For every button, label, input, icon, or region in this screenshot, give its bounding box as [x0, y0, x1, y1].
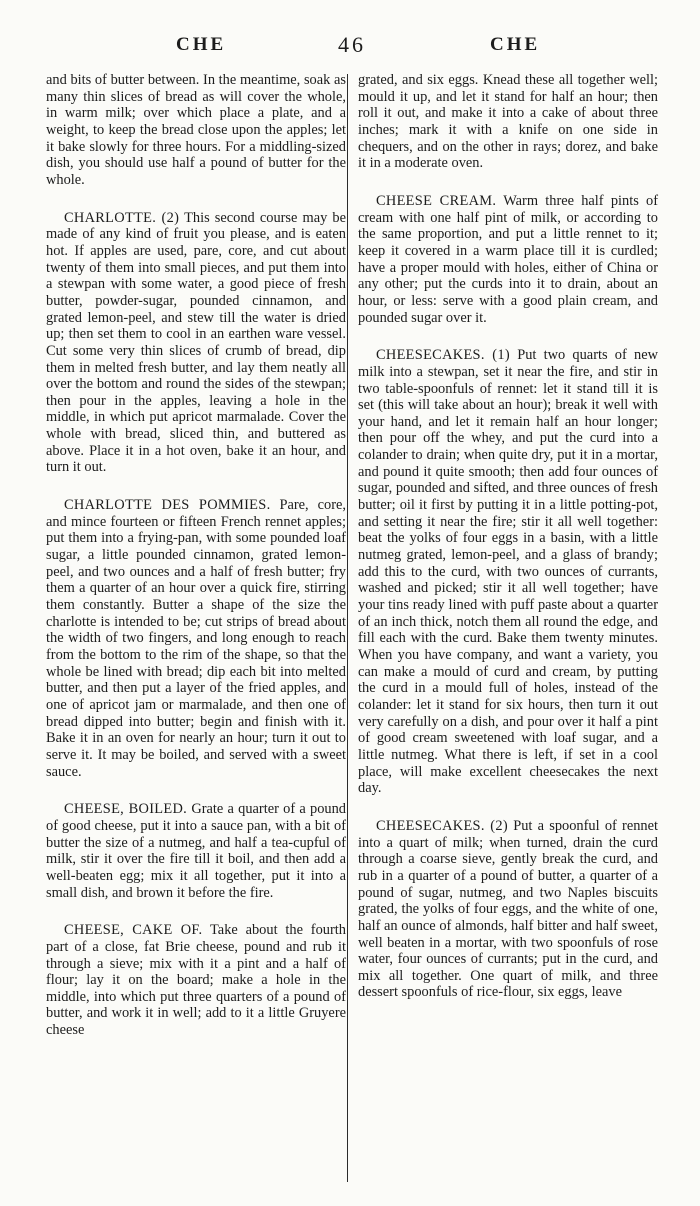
entry-body: Put two quarts of new milk into a stewpan, set it near the fire, and stir in two table-spoonfuls of rennet: let it stand till it is set (this will take about an hour); break it well with your hand, and let it remain half an hour longer; then pour off the whey, and put the curd into a colander to drain; when quite dry, put it in a mortar, and pound it quite smooth; then add four ounces of sugar, pounded and sifted, and three ounces of fresh butter; oil it first by putting it in a little potting-pot, and setting it near the fire; stir it all well together: beat the yolks of four eggs in a basin, with a little nutmeg grated, lemon-peel, and a glass of brandy; add this to the curd, with two ounces of currants, washed and picked; stir it all well together; have your tins ready lined with puff paste about a quarter of an inch thick, notch them all round the edge, and fill each with the curd. Bake them twenty minutes. When you have company, and want a variety, you can make a mould of curd and cream, by putting the curd in a mould full of holes, instead of the colander: let it stand for six hours, then turn it out very carefully on a dish, and pour over it half a pint of good cream sweetened with loaf sugar, and a little nutmeg. What there is left, if set in a cool place, will make excellent cheesecakes the next day. [358, 347, 658, 797]
entry-title: CHARLOTTE DES POMMIES. [64, 497, 271, 514]
entry-body: Take about the fourth part of a close, fat Brie cheese, pound and rub it through a sieve; mix with it a pint and a half of flour; lay it on the board; make a hole in the middle, into which put three quarters of a pound of butter, and work it in well; add to it a little Gruyere cheese [46, 922, 346, 1039]
recipe-entry [46, 210, 346, 477]
entry-body: Warm three half pints of cream with one half pint of milk, or according to the same proportion, and put a little rennet to it; keep it covered in a warm place till it is curdled; have a proper mould with holes, either of China or any other; put the curds into it to drain, about an hour, or less: serve with a good plain cream, and pounded sugar over it. [358, 192, 659, 326]
entry-title: CHEESECAKES. (1) [376, 347, 510, 364]
recipe-entry [46, 801, 346, 901]
header-right: CHE [490, 34, 541, 55]
recipe-entry [358, 72, 658, 172]
entry-title: CHEESE, BOILED. [64, 801, 188, 818]
recipe-entry [358, 347, 658, 797]
entry-body: and bits of butter between. In the meantime, soak as many thin slices of bread as will cover the whole, in warm milk; over which place a plate, and a weight, to keep the bread close upon the apples; let it bake slowly for three hours. For a middling-sized dish, you should use half a pound of butter for the whole. [46, 72, 346, 188]
entry-body: grated, and six eggs. Knead these all together well; mould it up, and let it stand for half an hour; then roll it out, and make it into a cake of about three inches; mark it with a knife on one side in chequers, and on the other in rays; dorez, and bake it in a moderate oven. [358, 72, 658, 172]
entry-body: Put a spoonful of rennet into a quart of milk; when turned, drain the curd through a coarse sieve, gently break the curd, and rub in a quarter of a pound of butter, a quarter of a pound of sugar, nutmeg, and two Naples biscuits grated, the yolks of four eggs, and the white of one, half an ounce of almonds, half bitter and half sweet, well beaten in a mortar, with two spoonfuls of rose water, four ounces of currants; put in the curd, and mix all together. One quart of milk, and three dessert spoonfuls of rice-flour, six eggs, leave [358, 817, 658, 1001]
running-header [0, 34, 700, 64]
right-column [358, 72, 658, 1001]
entry-title: CHEESE, CAKE OF. [64, 922, 203, 939]
entry-title: CHEESECAKES. (2) [376, 817, 508, 834]
entry-body: Grate a quarter of a pound of good cheese, put it into a sauce pan, with a bit of butter the size of a nutmeg, and half a tea-cupful of milk, stir it over the fire till it boil, and then add a well-beaten egg; mix it all together, put it into a small dish, and brown it before the fire. [46, 801, 346, 901]
entry-body: Pare, core, and mince fourteen or fifteen French rennet apples; put them into a frying-pan, with some pounded loaf sugar, a little pounded cinnamon, grated lemon-peel, and two ounces and a half of fresh butter; fry them a quarter of an hour over a quick fire, stirring them constantly. Butter a shape of the size the charlotte is intended to be; cut strips of bread about the width of two fingers, and long enough to reach from the bottom to the rim of the shape, so that the whole be lined with bread; dip each bit into melted butter, and then put a layer of the fried apples, and one of apricot jam or marmalade, and then one of bread dipped into butter; begin and finish with it. Bake it in an oven for nearly an hour; turn it out to serve it. It may be boiled, and served with a sweet sauce. [46, 497, 346, 780]
recipe-entry [46, 72, 346, 189]
entry-title: CHARLOTTE. (2) [64, 209, 180, 226]
page-number: 46 [338, 32, 366, 57]
entry-title: CHEESE CREAM. [376, 192, 497, 209]
left-column [46, 72, 346, 1039]
header-left: CHE [176, 34, 227, 55]
recipe-entry [358, 818, 658, 1001]
column-divider [347, 74, 348, 1182]
recipe-entry [46, 922, 346, 1039]
entry-body: This second course may be made of any kind of fruit you please, and is eaten hot. If apples are used, pare, core, and cut about twenty of them into small pieces, and put them into a stewpan with some water, a good piece of fresh butter, powder-sugar, pounded cinnamon, and grated lemon-peel, and stew till the water is dried up; then set them to cool in an earthen ware vessel. Cut some very thin slices of crumb of bread, dip them in melted fresh butter, and lay them neatly all over the bottom and round the sides of the stewpan; then pour in the apples, leaving a hole in the middle, in which put apricot marmalade. Cover the whole with bread, sliced thin, and buttered as above. Place it in a hot oven, bake it an hour, and turn it out. [46, 209, 346, 476]
recipe-entry [358, 193, 658, 326]
recipe-entry [46, 497, 346, 780]
